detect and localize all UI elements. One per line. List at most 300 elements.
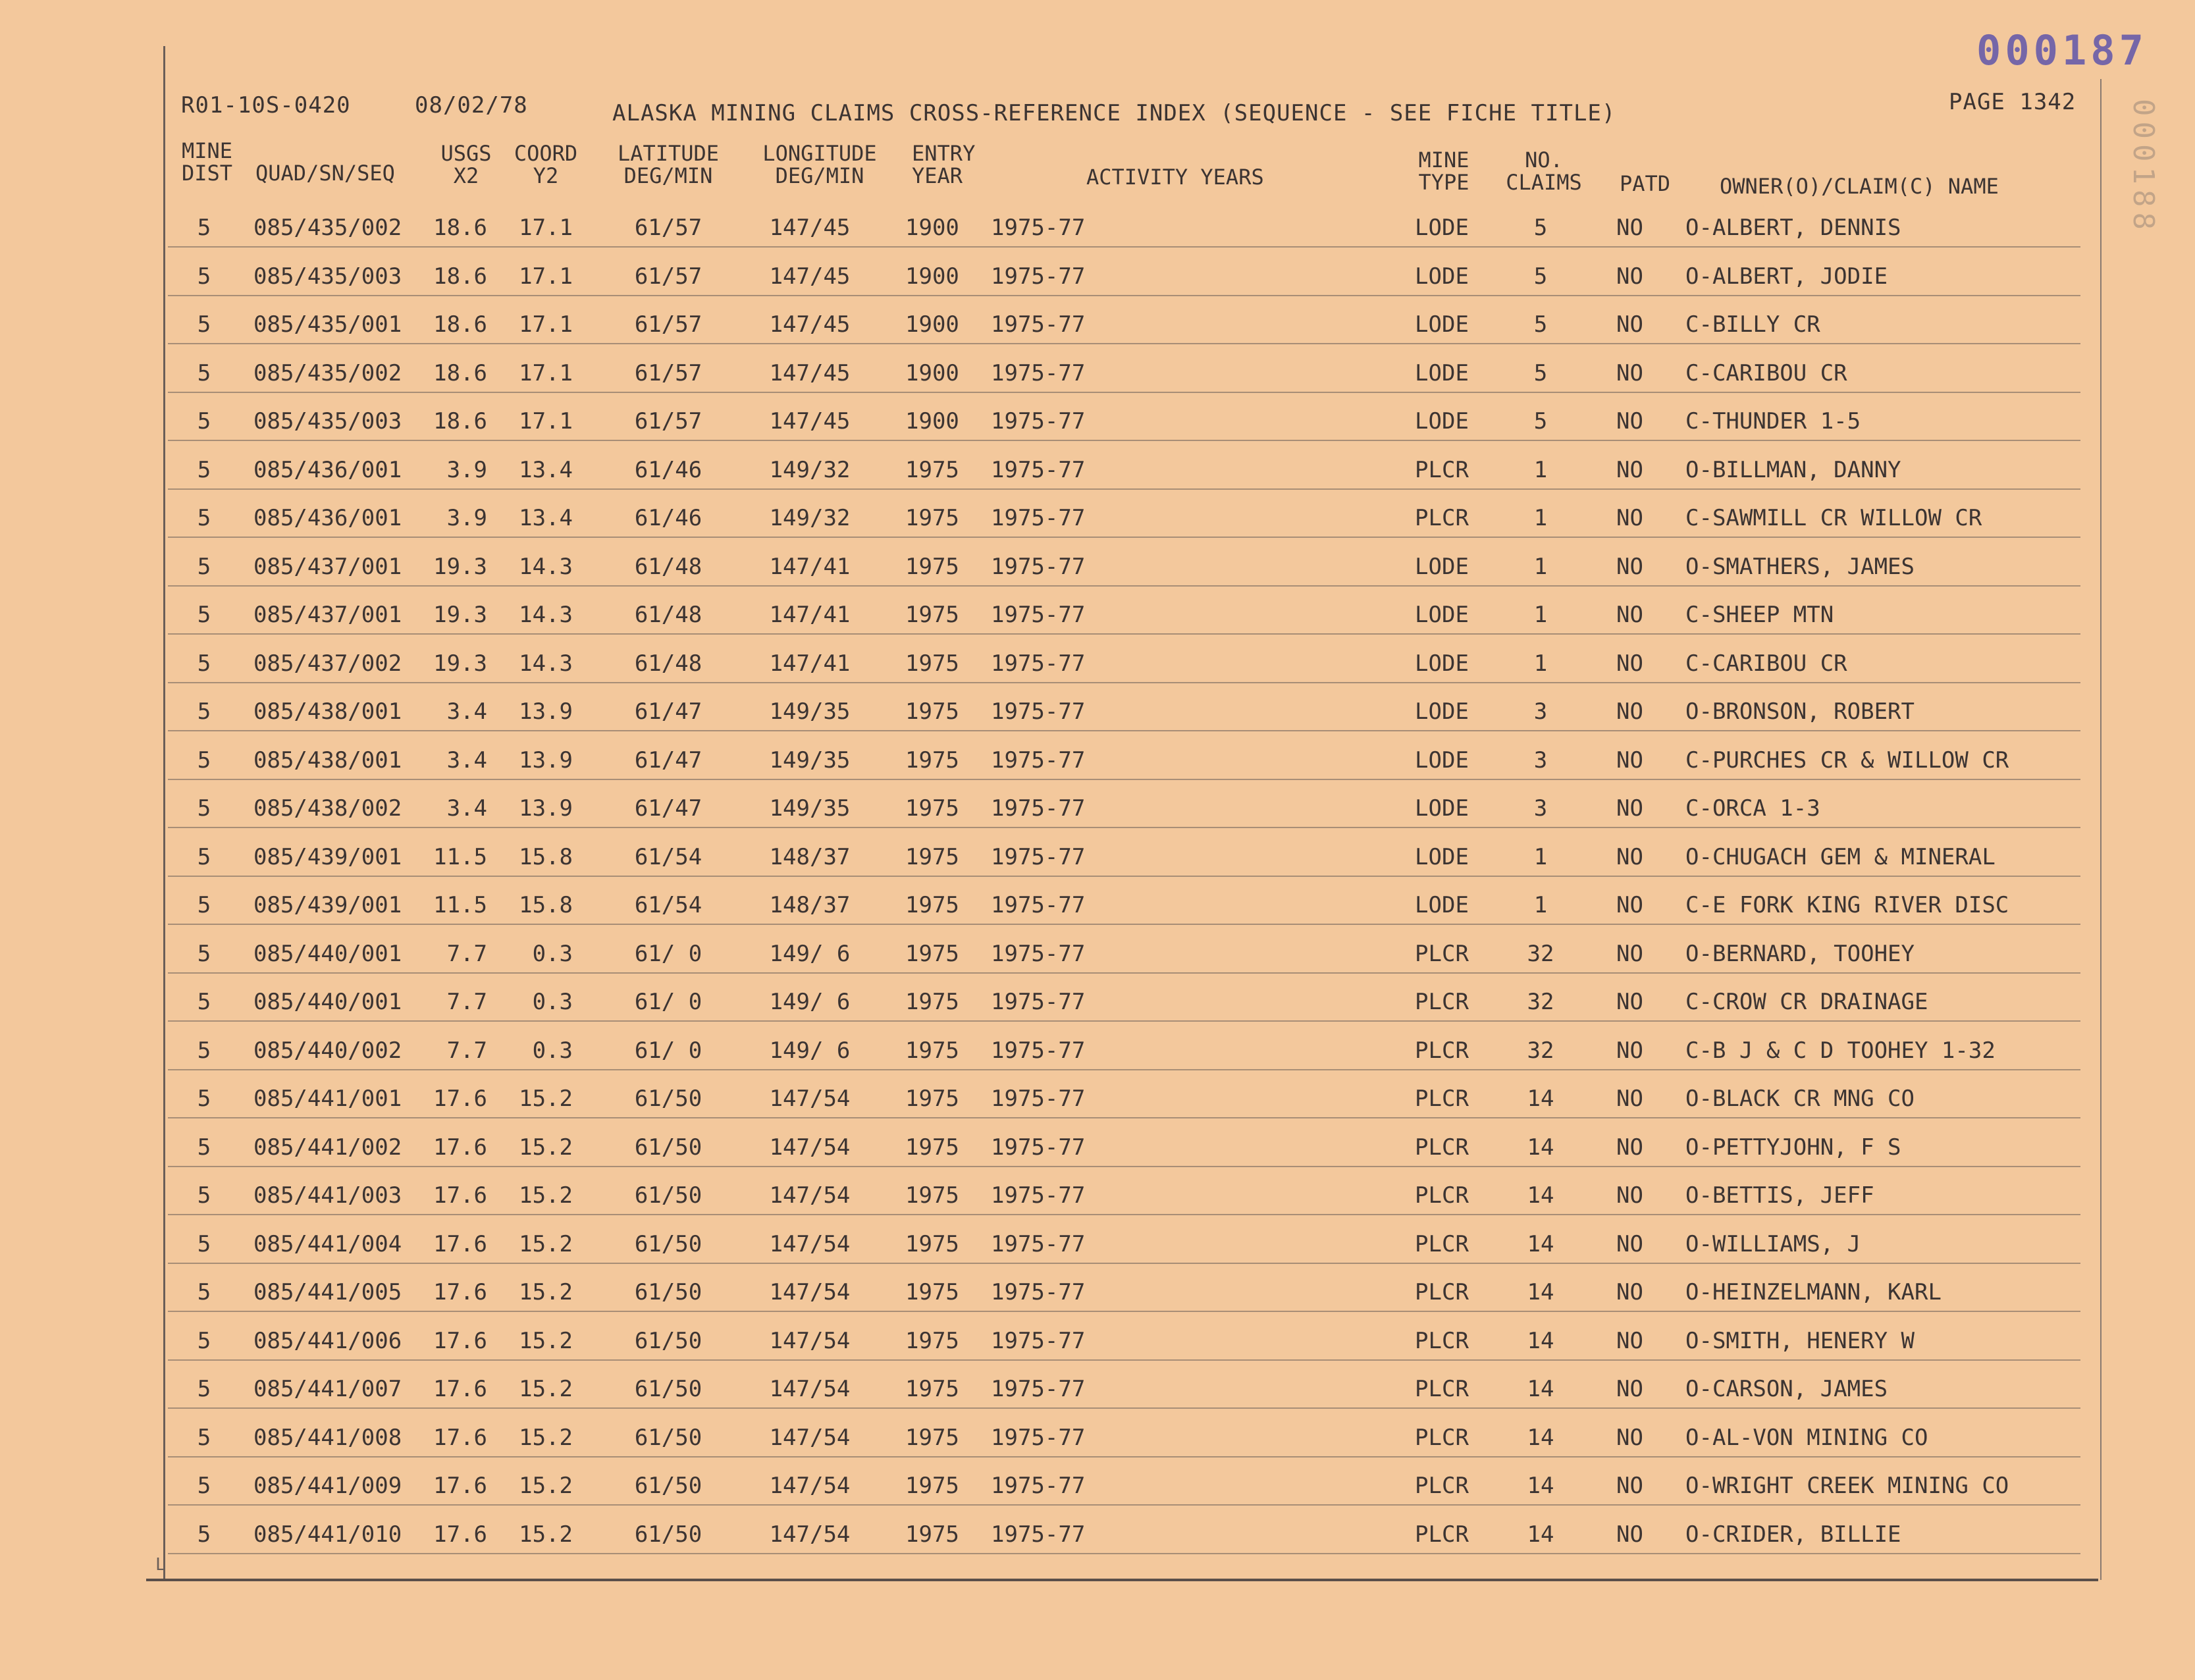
cell-mine-type: PLCR [1415,1182,1469,1209]
table-row [0,932,2195,980]
cell-mine-dist: 5 [197,747,211,774]
cell-owner-claim: O-AL-VON MINING CO [1685,1424,1928,1451]
cell-patd: NO [1616,1134,1643,1161]
cell-longitude: 149/35 [769,795,851,822]
cell-coord-y2: 17.1 [519,359,573,386]
cell-mine-type: LODE [1415,359,1469,386]
cell-longitude: 149/ 6 [769,1037,851,1064]
cell-coord-y2: 0.3 [532,989,573,1015]
table-row [0,1415,2195,1464]
cell-patd: NO [1616,892,1643,918]
cell-no-claims: 3 [1533,747,1548,774]
table-row [0,883,2195,932]
cell-patd: NO [1616,1037,1643,1064]
cell-owner-claim: C-PURCHES CR & WILLOW CR [1685,747,2009,774]
table-row [0,448,2195,496]
cell-no-claims: 14 [1527,1279,1554,1305]
cell-latitude: 61/50 [634,1182,702,1209]
cell-longitude: 147/54 [769,1327,851,1354]
cell-patd: NO [1616,1182,1643,1209]
cell-mine-dist: 5 [197,1182,211,1209]
cell-latitude: 61/48 [634,602,702,628]
cell-activity-years: 1975-77 [991,1521,1086,1548]
cell-longitude: 149/35 [769,747,851,774]
cell-quad: 085/435/003 [253,263,402,290]
cell-patd: NO [1616,989,1643,1015]
cell-coord-y2: 15.2 [519,1521,573,1548]
cell-quad: 085/435/001 [253,311,402,338]
row-divider [168,585,2080,587]
cell-activity-years: 1975-77 [991,1279,1086,1305]
cell-patd: NO [1616,1473,1643,1499]
cell-usgs-x2: 18.6 [433,359,487,386]
cell-longitude: 147/54 [769,1424,851,1451]
cell-mine-type: LODE [1415,650,1469,677]
cell-longitude: 147/41 [769,650,851,677]
cell-no-claims: 1 [1533,553,1548,580]
cell-usgs-x2: 19.3 [433,553,487,580]
cell-entry-year: 1975 [905,795,959,822]
cell-quad: 085/438/002 [253,795,402,822]
cell-patd: NO [1616,795,1643,822]
cell-entry-year: 1900 [905,359,959,386]
cell-mine-dist: 5 [197,940,211,967]
cell-usgs-x2: 17.6 [433,1327,487,1354]
corner-mark: L [155,1555,166,1575]
cell-patd: NO [1616,698,1643,725]
cell-mine-type: PLCR [1415,1327,1469,1354]
header-latitude: LATITUDE DEG/MIN [617,141,720,188]
cell-no-claims: 14 [1527,1327,1554,1354]
cell-mine-type: LODE [1415,795,1469,822]
cell-mine-dist: 5 [197,359,211,386]
cell-latitude: 61/50 [634,1424,702,1451]
cell-mine-dist: 5 [197,1521,211,1548]
cell-coord-y2: 13.9 [519,795,573,822]
cell-patd: NO [1616,456,1643,483]
cell-activity-years: 1975-77 [991,1134,1086,1161]
cell-mine-dist: 5 [197,1473,211,1499]
cell-usgs-x2: 18.6 [433,408,487,434]
cell-mine-dist: 5 [197,602,211,628]
cell-quad: 085/440/001 [253,989,402,1015]
cell-coord-y2: 15.8 [519,892,573,918]
cell-latitude: 61/47 [634,698,702,725]
cell-coord-y2: 15.2 [519,1086,573,1112]
cell-mine-type: PLCR [1415,1473,1469,1499]
cell-latitude: 61/50 [634,1473,702,1499]
cell-no-claims: 1 [1533,892,1548,918]
header-mine-dist: MINE DIST [182,138,233,186]
cell-entry-year: 1975 [905,892,959,918]
cell-quad: 085/441/001 [253,1086,402,1112]
cell-no-claims: 5 [1533,408,1548,434]
cell-owner-claim: C-E FORK KING RIVER DISC [1685,892,2009,918]
cell-owner-claim: C-THUNDER 1-5 [1685,408,1861,434]
cell-coord-y2: 15.2 [519,1424,573,1451]
cell-coord-y2: 13.9 [519,747,573,774]
cell-patd: NO [1616,553,1643,580]
cell-activity-years: 1975-77 [991,989,1086,1015]
cell-longitude: 147/54 [769,1230,851,1257]
cell-patd: NO [1616,1521,1643,1548]
cell-no-claims: 5 [1533,263,1548,290]
cell-mine-type: PLCR [1415,456,1469,483]
row-divider [168,730,2080,731]
table-row [0,351,2195,400]
cell-activity-years: 1975-77 [991,408,1086,434]
header-entry-year: ENTRY YEAR [912,141,976,188]
cell-owner-claim: O-SMATHERS, JAMES [1685,553,1915,580]
cell-no-claims: 14 [1527,1376,1554,1402]
cell-longitude: 149/32 [769,505,851,531]
table-row [0,592,2195,641]
cell-mine-type: PLCR [1415,989,1469,1015]
row-divider [168,440,2080,441]
cell-longitude: 147/54 [769,1279,851,1305]
cell-quad: 085/441/010 [253,1521,402,1548]
table-row [0,302,2195,351]
cell-activity-years: 1975-77 [991,311,1086,338]
cell-entry-year: 1900 [905,215,959,241]
cell-mine-dist: 5 [197,1086,211,1112]
cell-usgs-x2: 17.6 [433,1182,487,1209]
cell-quad: 085/439/001 [253,843,402,870]
cell-mine-type: LODE [1415,843,1469,870]
cell-mine-dist: 5 [197,1327,211,1354]
cell-coord-y2: 15.2 [519,1376,573,1402]
cell-quad: 085/436/001 [253,505,402,531]
table-row [0,1173,2195,1222]
cell-entry-year: 1975 [905,456,959,483]
header-activity-years: ACTIVITY YEARS [1086,165,1264,190]
cell-quad: 085/435/002 [253,359,402,386]
table-row [0,1319,2195,1367]
table-row [0,1367,2195,1415]
cell-entry-year: 1975 [905,1424,959,1451]
cell-owner-claim: C-CROW CR DRAINAGE [1685,989,1928,1015]
cell-activity-years: 1975-77 [991,1473,1086,1499]
table-row [0,738,2195,787]
cell-usgs-x2: 18.6 [433,263,487,290]
row-divider [168,1069,2080,1070]
cell-patd: NO [1616,1376,1643,1402]
header-owner-claim: OWNER(O)/CLAIM(C) NAME [1720,174,1999,199]
cell-quad: 085/440/001 [253,940,402,967]
row-divider [168,633,2080,635]
cell-mine-type: LODE [1415,602,1469,628]
cell-no-claims: 3 [1533,698,1548,725]
table-row [0,1463,2195,1512]
cell-activity-years: 1975-77 [991,843,1086,870]
cell-mine-type: LODE [1415,263,1469,290]
cell-mine-type: PLCR [1415,1230,1469,1257]
cell-mine-type: LODE [1415,408,1469,434]
cell-quad: 085/440/002 [253,1037,402,1064]
cell-latitude: 61/57 [634,359,702,386]
cell-longitude: 148/37 [769,892,851,918]
cell-mine-type: PLCR [1415,1279,1469,1305]
table-row [0,205,2195,254]
cell-no-claims: 14 [1527,1473,1554,1499]
cell-mine-type: LODE [1415,892,1469,918]
table-row [0,544,2195,593]
cell-owner-claim: C-SHEEP MTN [1685,602,1834,628]
table-row [0,1028,2195,1077]
row-divider [168,1214,2080,1215]
cell-usgs-x2: 17.6 [433,1230,487,1257]
cell-longitude: 147/54 [769,1521,851,1548]
cell-no-claims: 1 [1533,843,1548,870]
cell-entry-year: 1975 [905,1037,959,1064]
cell-patd: NO [1616,1279,1643,1305]
cell-owner-claim: O-HEINZELMANN, KARL [1685,1279,1942,1305]
cell-entry-year: 1900 [905,408,959,434]
cell-mine-dist: 5 [197,263,211,290]
cell-longitude: 147/45 [769,263,851,290]
cell-owner-claim: O-BETTIS, JEFF [1685,1182,1874,1209]
cell-usgs-x2: 17.6 [433,1521,487,1548]
cell-mine-dist: 5 [197,311,211,338]
cell-coord-y2: 15.2 [519,1134,573,1161]
cell-usgs-x2: 17.6 [433,1279,487,1305]
cell-mine-type: PLCR [1415,1521,1469,1548]
cell-no-claims: 1 [1533,650,1548,677]
cell-longitude: 147/41 [769,602,851,628]
cell-patd: NO [1616,1230,1643,1257]
cell-coord-y2: 15.2 [519,1230,573,1257]
cell-latitude: 61/50 [634,1230,702,1257]
cell-usgs-x2: 3.9 [446,456,487,483]
cell-owner-claim: C-BILLY CR [1685,311,1820,338]
cell-no-claims: 3 [1533,795,1548,822]
cell-mine-dist: 5 [197,456,211,483]
cell-coord-y2: 13.9 [519,698,573,725]
cell-coord-y2: 14.3 [519,553,573,580]
cell-quad: 085/441/009 [253,1473,402,1499]
cell-longitude: 147/45 [769,408,851,434]
cell-owner-claim: C-CARIBOU CR [1685,650,1847,677]
cell-activity-years: 1975-77 [991,795,1086,822]
cell-mine-type: PLCR [1415,505,1469,531]
cell-latitude: 61/46 [634,456,702,483]
cell-patd: NO [1616,940,1643,967]
cell-usgs-x2: 3.4 [446,698,487,725]
cell-coord-y2: 17.1 [519,408,573,434]
table-row [0,786,2195,835]
cell-owner-claim: O-WILLIAMS, J [1685,1230,1861,1257]
report-date: 08/02/78 [415,92,528,118]
row-divider [168,682,2080,683]
cell-mine-type: PLCR [1415,1037,1469,1064]
cell-no-claims: 5 [1533,311,1548,338]
cell-patd: NO [1616,359,1643,386]
cell-no-claims: 14 [1527,1086,1554,1112]
cell-coord-y2: 14.3 [519,650,573,677]
cell-usgs-x2: 18.6 [433,311,487,338]
cell-coord-y2: 13.4 [519,505,573,531]
cell-usgs-x2: 11.5 [433,892,487,918]
cell-patd: NO [1616,263,1643,290]
row-divider [168,1263,2080,1264]
cell-owner-claim: O-ALBERT, JODIE [1685,263,1888,290]
cell-activity-years: 1975-77 [991,359,1086,386]
cell-latitude: 61/50 [634,1376,702,1402]
cell-quad: 085/437/002 [253,650,402,677]
cell-activity-years: 1975-77 [991,650,1086,677]
row-divider [168,392,2080,393]
cell-owner-claim: O-CARSON, JAMES [1685,1376,1888,1402]
cell-mine-type: LODE [1415,311,1469,338]
cell-quad: 085/441/004 [253,1230,402,1257]
header-coord-y2: COORD Y2 [514,141,578,188]
cell-activity-years: 1975-77 [991,698,1086,725]
cell-latitude: 61/54 [634,843,702,870]
cell-owner-claim: O-ALBERT, DENNIS [1685,215,1901,241]
cell-mine-type: PLCR [1415,1086,1469,1112]
table-row [0,254,2195,303]
cell-longitude: 147/45 [769,215,851,241]
cell-entry-year: 1975 [905,1376,959,1402]
cell-mine-dist: 5 [197,1230,211,1257]
claims-table [0,205,2195,1560]
cell-usgs-x2: 3.4 [446,795,487,822]
cell-longitude: 149/ 6 [769,940,851,967]
header-no-claims: NO. CLAIMS [1506,147,1582,195]
header-quad: QUAD/SN/SEQ [255,161,395,186]
cell-latitude: 61/50 [634,1521,702,1548]
cell-entry-year: 1975 [905,1182,959,1209]
cell-quad: 085/441/008 [253,1424,402,1451]
cell-no-claims: 14 [1527,1230,1554,1257]
cell-longitude: 147/54 [769,1376,851,1402]
cell-latitude: 61/54 [634,892,702,918]
cell-latitude: 61/48 [634,650,702,677]
cell-latitude: 61/47 [634,747,702,774]
cell-latitude: 61/48 [634,553,702,580]
cell-activity-years: 1975-77 [991,456,1086,483]
row-divider [168,1117,2080,1118]
table-row [0,1512,2195,1561]
cell-entry-year: 1975 [905,843,959,870]
cell-mine-dist: 5 [197,989,211,1015]
cell-longitude: 147/54 [769,1473,851,1499]
cell-quad: 085/439/001 [253,892,402,918]
cell-latitude: 61/50 [634,1134,702,1161]
cell-activity-years: 1975-77 [991,1327,1086,1354]
row-divider [168,1553,2080,1554]
cell-mine-dist: 5 [197,892,211,918]
cell-usgs-x2: 17.6 [433,1376,487,1402]
cell-latitude: 61/50 [634,1279,702,1305]
cell-entry-year: 1975 [905,1521,959,1548]
cell-usgs-x2: 17.6 [433,1086,487,1112]
cell-mine-dist: 5 [197,215,211,241]
cell-coord-y2: 17.1 [519,311,573,338]
cell-patd: NO [1616,215,1643,241]
cell-quad: 085/441/005 [253,1279,402,1305]
cell-quad: 085/436/001 [253,456,402,483]
cell-usgs-x2: 19.3 [433,602,487,628]
cell-owner-claim: O-CHUGACH GEM & MINERAL [1685,843,1996,870]
cell-owner-claim: O-WRIGHT CREEK MINING CO [1685,1473,2009,1499]
cell-usgs-x2: 7.7 [446,1037,487,1064]
cell-patd: NO [1616,505,1643,531]
cell-latitude: 61/ 0 [634,989,702,1015]
cell-activity-years: 1975-77 [991,940,1086,967]
header-longitude: LONGITUDE DEG/MIN [762,141,877,188]
cell-mine-dist: 5 [197,408,211,434]
cell-usgs-x2: 3.9 [446,505,487,531]
cell-entry-year: 1975 [905,940,959,967]
page-number: PAGE 1342 [1949,89,2076,115]
cell-entry-year: 1975 [905,1279,959,1305]
row-divider [168,1020,2080,1022]
cell-coord-y2: 15.2 [519,1327,573,1354]
header-usgs-x2: USGS X2 [440,141,492,188]
row-divider [168,972,2080,974]
cell-coord-y2: 0.3 [532,1037,573,1064]
cell-quad: 085/441/003 [253,1182,402,1209]
table-row [0,980,2195,1028]
cell-mine-type: LODE [1415,215,1469,241]
header-patd: PATD [1620,171,1671,196]
cell-usgs-x2: 3.4 [446,747,487,774]
table-row [0,1076,2195,1125]
cell-entry-year: 1975 [905,650,959,677]
cell-latitude: 61/ 0 [634,940,702,967]
cell-activity-years: 1975-77 [991,1182,1086,1209]
row-divider [168,1166,2080,1167]
cell-longitude: 148/37 [769,843,851,870]
table-row [0,1222,2195,1271]
cell-activity-years: 1975-77 [991,1037,1086,1064]
cell-mine-type: LODE [1415,553,1469,580]
cell-entry-year: 1975 [905,1473,959,1499]
cell-mine-dist: 5 [197,1037,211,1064]
table-row [0,1125,2195,1174]
cell-usgs-x2: 17.6 [433,1424,487,1451]
cell-owner-claim: C-B J & C D TOOHEY 1-32 [1685,1037,1996,1064]
cell-usgs-x2: 17.6 [433,1134,487,1161]
cell-mine-dist: 5 [197,650,211,677]
cell-quad: 085/441/006 [253,1327,402,1354]
cell-no-claims: 14 [1527,1182,1554,1209]
cell-entry-year: 1900 [905,311,959,338]
cell-no-claims: 32 [1527,989,1554,1015]
cell-quad: 085/438/001 [253,747,402,774]
cell-mine-type: PLCR [1415,1424,1469,1451]
cell-no-claims: 5 [1533,215,1548,241]
header-mine-type: MINE TYPE [1418,147,1469,195]
row-divider [168,779,2080,780]
cell-no-claims: 1 [1533,602,1548,628]
cell-coord-y2: 15.2 [519,1473,573,1499]
row-divider [168,488,2080,490]
bottom-border-line [146,1579,2098,1581]
row-divider [168,924,2080,925]
row-divider [168,1456,2080,1457]
cell-mine-dist: 5 [197,1134,211,1161]
cell-mine-dist: 5 [197,505,211,531]
cell-mine-dist: 5 [197,843,211,870]
table-row [0,641,2195,690]
cell-coord-y2: 15.8 [519,843,573,870]
cell-mine-type: LODE [1415,698,1469,725]
cell-longitude: 149/35 [769,698,851,725]
row-divider [168,876,2080,877]
cell-no-claims: 5 [1533,359,1548,386]
